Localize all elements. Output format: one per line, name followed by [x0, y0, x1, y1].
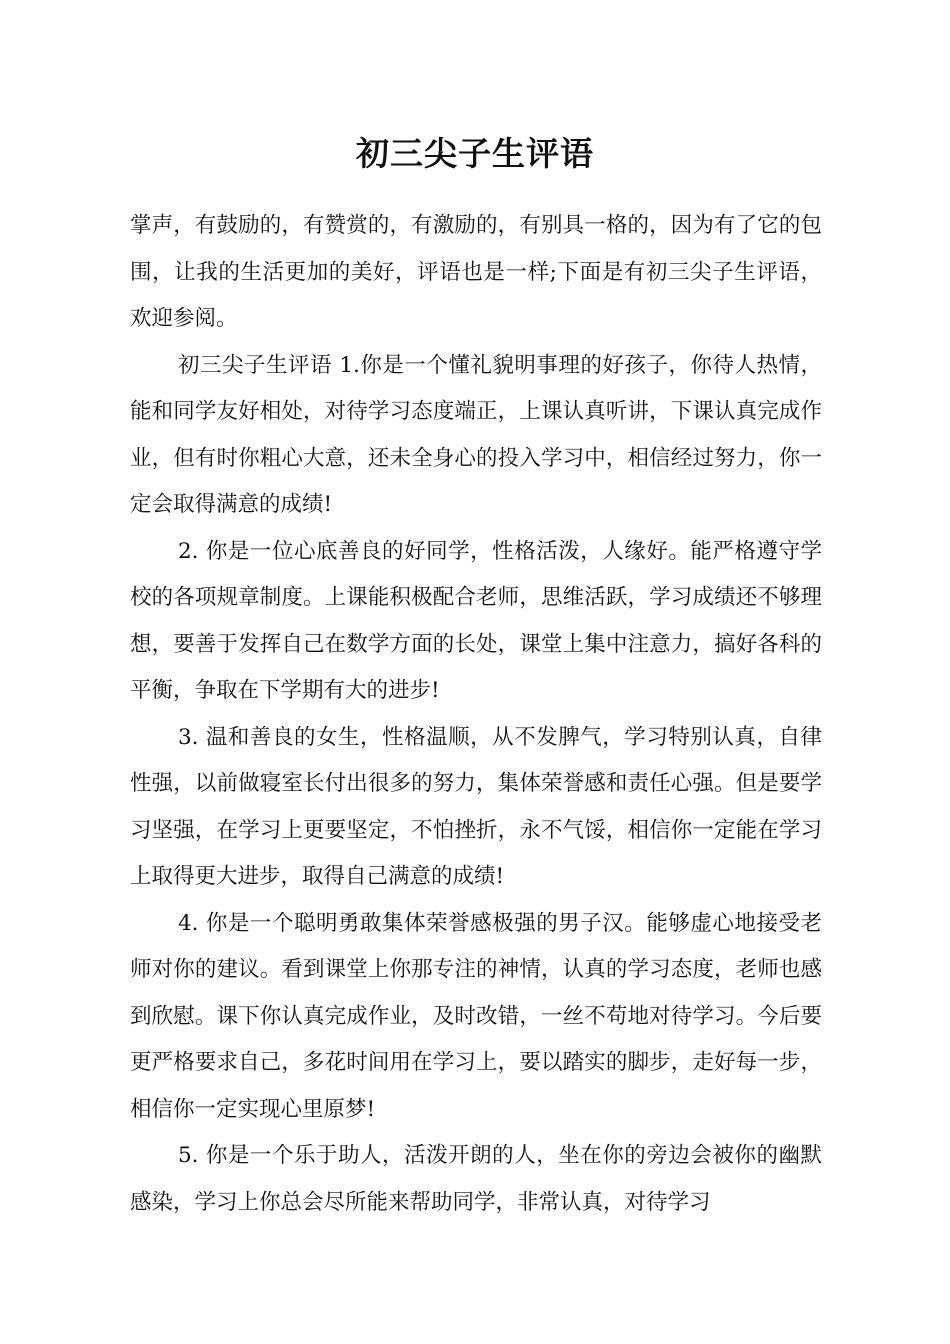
comment-paragraph-3: 3. 温和善良的女生，性格温顺，从不发脾气，学习特别认真，自律性强，以前做寝室长付出很多的努力，集体荣誉感和责任心强。但是要学习坚强，在学习上更要坚定，不怕挫折，永不气馁，相信你一定能在学习上取得更大进步，取得自己满意的成绩!: [130, 724, 822, 889]
document-body: [130, 203, 822, 1226]
comment-paragraph-1: 初三尖子生评语 1.你是一个懂礼貌明事理的好孩子，你待人热情，能和同学友好相处，对待学习态度端正，上课认真听讲，下课认真完成作业，但有时你粗心大意，还未全身心的投入学习中，相信经过努力，你一定会取得满意的成绩!: [130, 352, 822, 517]
comment-paragraph-2: 2. 你是一位心底善良的好同学，性格活泼，人缘好。能严格遵守学校的各项规章制度。上课能积极配合老师，思维活跃，学习成绩还不够理想，要善于发挥自己在数学方面的长处，课堂上集中注意力，搞好各科的平衡，争取在下学期有大的进步!: [130, 538, 822, 703]
comment-paragraph-4: 4. 你是一个聪明勇敢集体荣誉感极强的男子汉。能够虚心地接受老师对你的建议。看到课堂上你那专注的神情，认真的学习态度，老师也感到欣慰。课下你认真完成作业，及时改错，一丝不苟地对待学习。今后要更严格要求自己，多花时间用在学习上，要以踏实的脚步，走好每一步，相信你一定实现心里原梦!: [130, 910, 822, 1122]
document-title: 初三尖子生评语: [356, 134, 594, 173]
comment-paragraph-5: 5. 你是一个乐于助人，活泼开朗的人，坐在你的旁边会被你的幽默感染，学习上你总会尽所能来帮助同学，非常认真，对待学习: [130, 1143, 822, 1215]
intro-paragraph: 掌声，有鼓励的，有赞赏的，有激励的，有别具一格的，因为有了它的包围，让我的生活更加的美好，评语也是一样;下面是有初三尖子生评语，欢迎参阅。: [130, 213, 822, 331]
